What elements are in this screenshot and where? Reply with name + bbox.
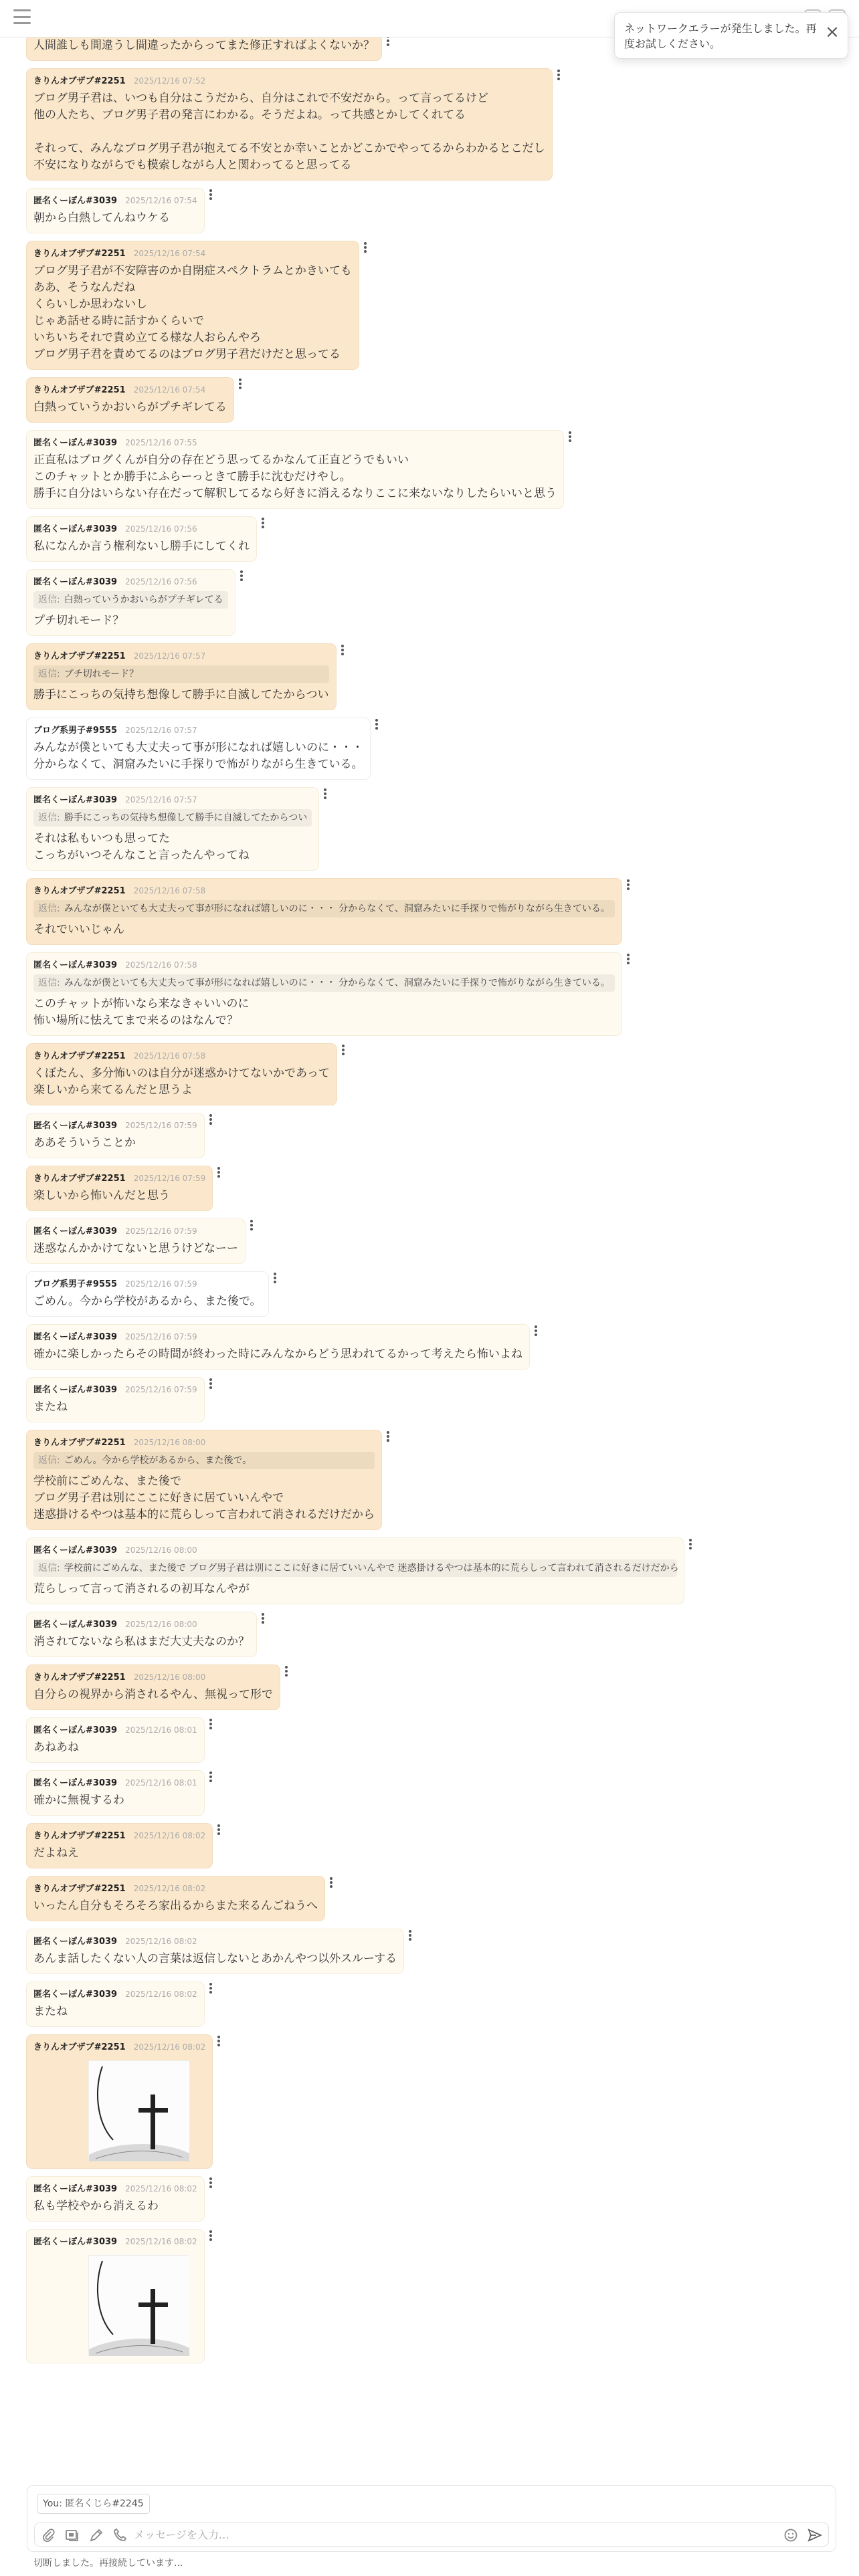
- message-bubble: [27, 2177, 204, 2221]
- message-timestamp: 2025/12/16 07:57: [125, 795, 197, 804]
- menu-icon[interactable]: [13, 9, 31, 24]
- message-text: ブログ男子君が不安障害のか自閉症スペクトラムとかきいても ああ、そうなんだね くらいしか思わないし じゃあ話せる時に話すかくらいで いちいちそれで責め立てる様な人おらんやろ ブログ男子君を責めてるのはブログ男子君だけだと思ってる: [33, 264, 352, 361]
- message-text: くぼたん、多分怖いのは自分が迷惑かけてないかであって 楽しいから来てるんだと思うよ: [33, 1067, 330, 1097]
- message-text: あんま話したくない人の言葉は返信しないとあかんやつ以外スルーする: [33, 1952, 397, 1965]
- reply-label: 返信:: [38, 1563, 60, 1574]
- more-options-icon[interactable]: [205, 2177, 216, 2193]
- chat-message: [27, 1612, 268, 1656]
- chat-message: [27, 2230, 216, 2363]
- message-bubble: [27, 1272, 268, 1316]
- message-meta: [33, 1172, 205, 1185]
- message-feed: [27, 35, 836, 2363]
- chat-message: [27, 1113, 216, 1158]
- message-text: みんなが僕といても大丈夫って事が形になれば嬉しいのに・・・ 分からなくて、洞窟みたいに手探りで怖がりながら生きている。: [33, 741, 363, 771]
- chat-message: [27, 644, 348, 710]
- message-text: 消されてないなら私はまだ大丈夫なのか？: [33, 1635, 250, 1648]
- message-author[interactable]: きりんオブザブ#2251: [33, 1884, 126, 1894]
- chat-message: [27, 517, 268, 561]
- composer: [27, 2485, 836, 2552]
- chat-message: [27, 189, 216, 233]
- message-timestamp: 2025/12/16 07:59: [125, 1279, 197, 1289]
- chat-message: [27, 2177, 216, 2221]
- message-author[interactable]: きりんオブザブ#2251: [33, 1438, 126, 1448]
- message-bubble: [27, 69, 552, 180]
- error-toast: [614, 12, 848, 59]
- message-bubble: [27, 1876, 324, 1921]
- close-icon[interactable]: ×: [825, 22, 840, 42]
- phone-icon[interactable]: [112, 2527, 128, 2543]
- more-options-icon[interactable]: [553, 69, 564, 85]
- message-text: ブログ男子君は、いつも自分はこうだから、自分はこれで不安だから。って言ってるけど 他の人たち、ブログ男子君の発言にわかる。そうだよね。って共感とかしてくれてる それって、みんなブログ男子君が抱えてる不安とか幸いことかどこかでやってるからわかるとこだし 不安になりながらでも模索しながら人と関わってると思ってる: [33, 92, 545, 172]
- message-text: ああそういうことか: [33, 1136, 136, 1150]
- chat-message: [27, 1982, 216, 2026]
- message-meta: [33, 523, 250, 536]
- more-options-icon[interactable]: [565, 431, 575, 447]
- message-text: 勝手にこっちの気持ち想像して勝手に自滅してたからつい: [33, 688, 329, 702]
- message-text: 私も学校やから消えるわ: [33, 2199, 159, 2213]
- message-author[interactable]: 匿名くーぽん#3039: [33, 1332, 118, 1342]
- more-options-icon[interactable]: [405, 1929, 415, 1945]
- message-timestamp: 2025/12/16 08:02: [125, 1990, 197, 1999]
- message-meta: [33, 1724, 197, 1737]
- more-options-icon[interactable]: [360, 241, 371, 257]
- message-text: 確かに楽しかったらその時間が終わった時にみんなからどう思われてるかって考えたら怖いよね: [33, 1348, 522, 1361]
- message-bubble: [27, 1113, 204, 1158]
- message-input[interactable]: [132, 2526, 775, 2543]
- message-bubble: [27, 1044, 337, 1105]
- chat-message: [27, 1219, 257, 1263]
- reply-quote[interactable]: [33, 974, 615, 992]
- message-timestamp: 2025/12/16 08:02: [125, 2184, 197, 2193]
- chat-message: [27, 241, 371, 369]
- message-text: 自分らの視界から消されるやん、無視って形で: [33, 1688, 274, 1701]
- message-author[interactable]: 匿名くーぽん#3039: [33, 1620, 118, 1630]
- message-timestamp: 2025/12/16 08:00: [133, 1438, 206, 1447]
- chat-message: [27, 718, 382, 779]
- more-options-icon[interactable]: [235, 378, 246, 394]
- message-meta: [33, 885, 615, 897]
- message-timestamp: 2025/12/16 08:00: [125, 1545, 197, 1555]
- toast-message: ネットワークエラーが発生しました。再度お試しください。: [624, 22, 817, 50]
- message-timestamp: 2025/12/16 07:56: [125, 577, 197, 586]
- message-author[interactable]: 匿名くーぽん#3039: [33, 577, 118, 587]
- connection-status: 切断しました。再接続しています...: [33, 2558, 183, 2569]
- message-author[interactable]: 匿名くーぽん#3039: [33, 2184, 118, 2194]
- more-options-icon[interactable]: [371, 718, 382, 734]
- more-options-icon[interactable]: [531, 1325, 541, 1341]
- more-options-icon[interactable]: [236, 570, 247, 586]
- message-meta: [33, 1544, 677, 1557]
- message-text: 正直私はブログくんが自分の存在どう思ってるかなんて正直どうでもいい このチャットとか勝手にふらーっときて勝手に沈むだけやし。 勝手に自分はいらない存在だって解釈してるなら好きに消えるなりここに来ないなりしたらいいと思う: [33, 453, 557, 500]
- reply-text: 学校前にごめんな、また後で ブログ男子君は別にここに好きに居ていいんやで 迷惑掛けるやつは基本的に荒らしって言われて消されるだけだから: [64, 1563, 679, 1574]
- message-meta: [33, 1278, 262, 1291]
- chat-message: [27, 1929, 415, 1973]
- message-timestamp: 2025/12/16 07:58: [125, 960, 197, 970]
- message-author[interactable]: ブログ系男子#9555: [33, 1279, 118, 1289]
- message-meta: [33, 794, 312, 807]
- message-author[interactable]: 匿名くーぽん#3039: [33, 1385, 118, 1395]
- message-bubble: [27, 517, 256, 561]
- message-author[interactable]: きりんオブザブ#2251: [33, 651, 126, 661]
- message-meta: [33, 1988, 197, 2001]
- message-timestamp: 2025/12/16 07:58: [133, 886, 206, 895]
- more-options-icon[interactable]: [205, 1378, 216, 1394]
- emoji-icon[interactable]: [783, 2527, 799, 2543]
- message-author[interactable]: 匿名くーぽん#3039: [33, 1545, 118, 1555]
- message-meta: [33, 75, 545, 88]
- message-timestamp: 2025/12/16 07:58: [133, 1051, 206, 1061]
- message-text: 迷惑なんかかけてないと思うけどなーー: [33, 1242, 238, 1255]
- message-text: 荒らしって言って消されるの初耳なんやが: [33, 1582, 250, 1596]
- more-options-icon[interactable]: [205, 1718, 216, 1734]
- message-meta: [33, 1384, 197, 1396]
- more-options-icon[interactable]: [623, 879, 634, 895]
- message-meta: [33, 1331, 522, 1344]
- message-timestamp: 2025/12/16 08:01: [125, 1725, 197, 1735]
- reply-text: 勝手にこっちの気持ち想像して勝手に自滅してたからつい: [64, 813, 308, 823]
- more-options-icon[interactable]: [270, 1272, 280, 1288]
- message-author[interactable]: きりんオブザブ#2251: [33, 76, 126, 86]
- message-bubble: [27, 1378, 204, 1422]
- chat-message: [27, 1718, 216, 1762]
- message-timestamp: 2025/12/16 07:57: [133, 651, 206, 661]
- message-meta: [33, 1830, 205, 1842]
- message-timestamp: 2025/12/16 07:59: [125, 1121, 197, 1130]
- chat-message: [27, 1378, 216, 1422]
- message-meta: [33, 1225, 238, 1238]
- message-timestamp: 2025/12/16 08:02: [125, 2237, 197, 2246]
- message-author[interactable]: 匿名くーぽん#3039: [33, 1990, 118, 2000]
- message-text: 人間誰しも間違うし間違ったからってまた修正すればよくないか？: [33, 39, 375, 52]
- more-options-icon[interactable]: [213, 2035, 224, 2051]
- reply-quote[interactable]: [33, 665, 329, 683]
- chat-message: [27, 953, 634, 1035]
- message-author[interactable]: 匿名くーぽん#3039: [33, 960, 118, 970]
- reply-quote[interactable]: [33, 809, 312, 827]
- more-options-icon[interactable]: [258, 1612, 268, 1628]
- reply-text: プチ切れモード？: [64, 669, 139, 679]
- chat-message: [27, 1876, 337, 1921]
- reply-label: 返信:: [38, 1455, 60, 1466]
- current-user-label: You: 匿名くじら#2245: [37, 2494, 150, 2514]
- message-timestamp: 2025/12/16 07:54: [125, 196, 197, 205]
- message-author[interactable]: 匿名くーぽん#3039: [33, 1725, 118, 1735]
- message-bubble: [27, 1325, 529, 1369]
- message-text: プチ切れモード？: [33, 614, 124, 627]
- message-timestamp: 2025/12/16 07:57: [125, 726, 197, 735]
- message-text: 朝から白熱してんねウケる: [33, 211, 170, 225]
- chat-message: [27, 431, 575, 508]
- pen-icon[interactable]: [88, 2527, 104, 2543]
- message-bubble: [27, 570, 235, 635]
- message-author[interactable]: きりんオブザブ#2251: [33, 1831, 126, 1841]
- message-bubble: [27, 35, 381, 60]
- message-meta: [33, 1883, 318, 1895]
- message-text: 学校前にごめんな、また後で ブログ男子君は別にここに好きに居ていいんやで 迷惑掛けるやつは基本的に荒らしって言われて消されるだけだから: [33, 1475, 375, 1521]
- more-options-icon[interactable]: [320, 788, 330, 804]
- message-bubble: [27, 1771, 204, 1815]
- message-timestamp: 2025/12/16 08:01: [125, 1778, 197, 1788]
- cross-illustration: [89, 2061, 189, 2161]
- chat-message: [27, 69, 564, 180]
- more-options-icon[interactable]: [685, 1538, 696, 1554]
- chat-message: [27, 570, 247, 635]
- message-author[interactable]: きりんオブザブ#2251: [33, 249, 126, 259]
- message-text: だよねえ: [33, 1846, 79, 1860]
- message-bubble: [27, 1166, 212, 1210]
- message-timestamp: 2025/12/16 07:59: [125, 1385, 197, 1394]
- message-bubble: [27, 1219, 245, 1263]
- sticker-image[interactable]: [88, 2255, 189, 2355]
- message-text: ごめん。今から学校があるから、また後で。: [33, 1295, 262, 1308]
- reply-quote[interactable]: [33, 1452, 375, 1469]
- message-meta: [33, 1618, 250, 1631]
- message-meta: [33, 650, 329, 663]
- message-bubble: [27, 953, 622, 1035]
- reply-label: 返信:: [38, 813, 60, 823]
- message-meta: [33, 247, 352, 260]
- attach-icon[interactable]: [40, 2527, 56, 2543]
- reply-quote[interactable]: [33, 900, 615, 918]
- more-options-icon[interactable]: [205, 189, 216, 205]
- message-bubble: [27, 2035, 212, 2168]
- chat-message: [27, 2035, 224, 2168]
- message-meta: [33, 1935, 397, 1948]
- message-author[interactable]: 匿名くーぽん#3039: [33, 1226, 118, 1237]
- message-input-row: [34, 2523, 829, 2547]
- more-options-icon[interactable]: [205, 1982, 216, 1998]
- chat-message: [27, 1665, 292, 1709]
- message-author[interactable]: 匿名くーぽん#3039: [33, 795, 118, 805]
- message-meta: [33, 2041, 205, 2054]
- message-text: 白熱っていうかおいらがプチギレてる: [33, 401, 227, 414]
- chat-message: [27, 1272, 280, 1316]
- message-author[interactable]: きりんオブザブ#2251: [33, 1174, 126, 1184]
- message-text: 確かに無視するわ: [33, 1794, 124, 1807]
- message-timestamp: 2025/12/16 07:54: [133, 249, 206, 258]
- message-timestamp: 2025/12/16 07:52: [133, 76, 206, 86]
- chat-message: [27, 1044, 349, 1105]
- message-bubble: [27, 431, 563, 508]
- message-meta: [33, 437, 557, 449]
- message-author[interactable]: きりんオブザブ#2251: [33, 886, 126, 896]
- more-options-icon[interactable]: [281, 1665, 292, 1681]
- message-text: このチャットが怖いなら来なきゃいいのに 怖い場所に怯えてまで来るのはなんで？: [33, 997, 250, 1027]
- message-author[interactable]: きりんオブザブ#2251: [33, 2042, 126, 2052]
- message-author[interactable]: 匿名くーぽん#3039: [33, 196, 118, 206]
- more-options-icon[interactable]: [383, 1430, 393, 1446]
- more-options-icon[interactable]: [338, 1044, 349, 1060]
- message-author[interactable]: 匿名くーぽん#3039: [33, 2237, 118, 2247]
- more-options-icon[interactable]: [258, 517, 268, 533]
- message-bubble: [27, 241, 359, 369]
- message-meta: [33, 2236, 197, 2248]
- chat-message: [27, 1824, 224, 1868]
- message-text: いったん自分もそろそろ家出るからまた来るんごねうへ: [33, 1899, 318, 1913]
- message-bubble: [27, 1430, 381, 1529]
- message-bubble: [27, 1538, 684, 1604]
- message-meta: [33, 576, 228, 588]
- message-timestamp: 2025/12/16 07:55: [125, 438, 197, 447]
- message-meta: [33, 2183, 197, 2195]
- more-options-icon[interactable]: [213, 1166, 224, 1182]
- reply-label: 返信:: [38, 903, 60, 914]
- message-author[interactable]: 匿名くーぽん#3039: [33, 1121, 118, 1131]
- message-author[interactable]: きりんオブザブ#2251: [33, 1051, 126, 1061]
- message-text: またね: [33, 1400, 68, 1414]
- send-icon[interactable]: [807, 2527, 823, 2543]
- more-options-icon[interactable]: [246, 1219, 257, 1235]
- message-author[interactable]: 匿名くーぽん#3039: [33, 1937, 118, 1947]
- chat-message: [27, 35, 393, 60]
- message-author[interactable]: ブログ系男子#9555: [33, 726, 118, 736]
- message-timestamp: 2025/12/16 07:59: [125, 1226, 197, 1236]
- reply-label: 返信:: [38, 669, 60, 679]
- reply-label: 返信:: [38, 595, 60, 605]
- message-bubble: [27, 378, 233, 422]
- reply-text: 白熱っていうかおいらがプチギレてる: [64, 595, 223, 605]
- chat-message: [27, 1325, 541, 1369]
- message-meta: [33, 195, 197, 207]
- message-meta: [33, 384, 227, 397]
- message-bubble: [27, 1982, 204, 2026]
- sticker-image[interactable]: [88, 2060, 189, 2161]
- more-options-icon[interactable]: [213, 1824, 224, 1840]
- message-timestamp: 2025/12/16 08:02: [133, 1831, 206, 1840]
- message-bubble: [27, 2230, 204, 2363]
- more-options-icon[interactable]: [623, 953, 634, 969]
- message-bubble: [27, 1718, 204, 1762]
- message-text: またね: [33, 2005, 68, 2018]
- message-timestamp: 2025/12/16 07:59: [133, 1174, 206, 1183]
- reply-label: 返信:: [38, 978, 60, 988]
- cross-illustration: [89, 2256, 189, 2356]
- message-author[interactable]: 匿名くーぽん#3039: [33, 438, 118, 448]
- message-text: あねあね: [33, 1741, 79, 1754]
- chat-message: [27, 378, 246, 422]
- reply-quote[interactable]: [33, 1560, 677, 1577]
- message-meta: [33, 1050, 330, 1063]
- message-timestamp: 2025/12/16 08:00: [133, 1673, 206, 1682]
- message-text: 私になんか言う権利ないし勝手にしてくれ: [33, 540, 250, 553]
- message-bubble: [27, 1612, 256, 1656]
- message-bubble: [27, 189, 204, 233]
- reply-text: みんなが僕といても大丈夫って事が形になれば嬉しいのに・・・ 分からなくて、洞窟みたいに手探りで怖がりながら生きている。: [64, 903, 610, 914]
- message-author[interactable]: きりんオブザブ#2251: [33, 1673, 126, 1683]
- message-meta: [33, 724, 363, 737]
- message-bubble: [27, 1929, 403, 1973]
- message-text: 楽しいから怖いんだと思う: [33, 1189, 170, 1202]
- chat-message: [27, 1166, 224, 1210]
- chat-message: [27, 788, 330, 870]
- reply-text: みんなが僕といても大丈夫って事が形になれば嬉しいのに・・・ 分からなくて、洞窟みたいに手探りで怖がりながら生きている。: [64, 978, 610, 988]
- image-icon[interactable]: [64, 2527, 80, 2543]
- more-options-icon[interactable]: [205, 1771, 216, 1787]
- message-author[interactable]: 匿名くーぽん#3039: [33, 1778, 118, 1788]
- message-timestamp: 2025/12/16 07:59: [125, 1332, 197, 1341]
- message-timestamp: 2025/12/16 07:54: [133, 385, 206, 395]
- more-options-icon[interactable]: [337, 644, 348, 660]
- message-meta: [33, 1119, 197, 1132]
- message-timestamp: 2025/12/16 08:02: [133, 2042, 206, 2052]
- reply-text: ごめん。今から学校があるから、また後で。: [64, 1455, 252, 1466]
- chat-message: [27, 1771, 216, 1815]
- reply-quote[interactable]: [33, 591, 228, 609]
- message-author[interactable]: 匿名くーぽん#3039: [33, 524, 118, 534]
- message-bubble: [27, 644, 336, 710]
- more-options-icon[interactable]: [205, 1113, 216, 1130]
- message-text: それでいいじゃん: [33, 923, 124, 936]
- message-bubble: [27, 879, 622, 944]
- message-meta: [33, 1436, 375, 1449]
- message-bubble: [27, 1665, 280, 1709]
- chat-message: [27, 1538, 696, 1604]
- chat-message: [27, 879, 634, 944]
- more-options-icon[interactable]: [205, 2230, 216, 2246]
- message-timestamp: 2025/12/16 08:00: [125, 1620, 197, 1629]
- message-text: それは私もいつも思ってた こっちがいつそんなこと言ったんやってね: [33, 832, 250, 862]
- message-author[interactable]: きりんオブザブ#2251: [33, 385, 126, 395]
- message-meta: [33, 1777, 197, 1790]
- message-timestamp: 2025/12/16 08:02: [125, 1937, 197, 1946]
- message-timestamp: 2025/12/16 07:56: [125, 524, 197, 534]
- message-timestamp: 2025/12/16 08:02: [133, 1884, 206, 1893]
- chat-message: [27, 1430, 393, 1529]
- message-bubble: [27, 788, 318, 870]
- message-bubble: [27, 1824, 212, 1868]
- message-meta: [33, 1671, 273, 1684]
- more-options-icon[interactable]: [326, 1876, 337, 1893]
- message-bubble: [27, 718, 370, 779]
- message-meta: [33, 959, 615, 972]
